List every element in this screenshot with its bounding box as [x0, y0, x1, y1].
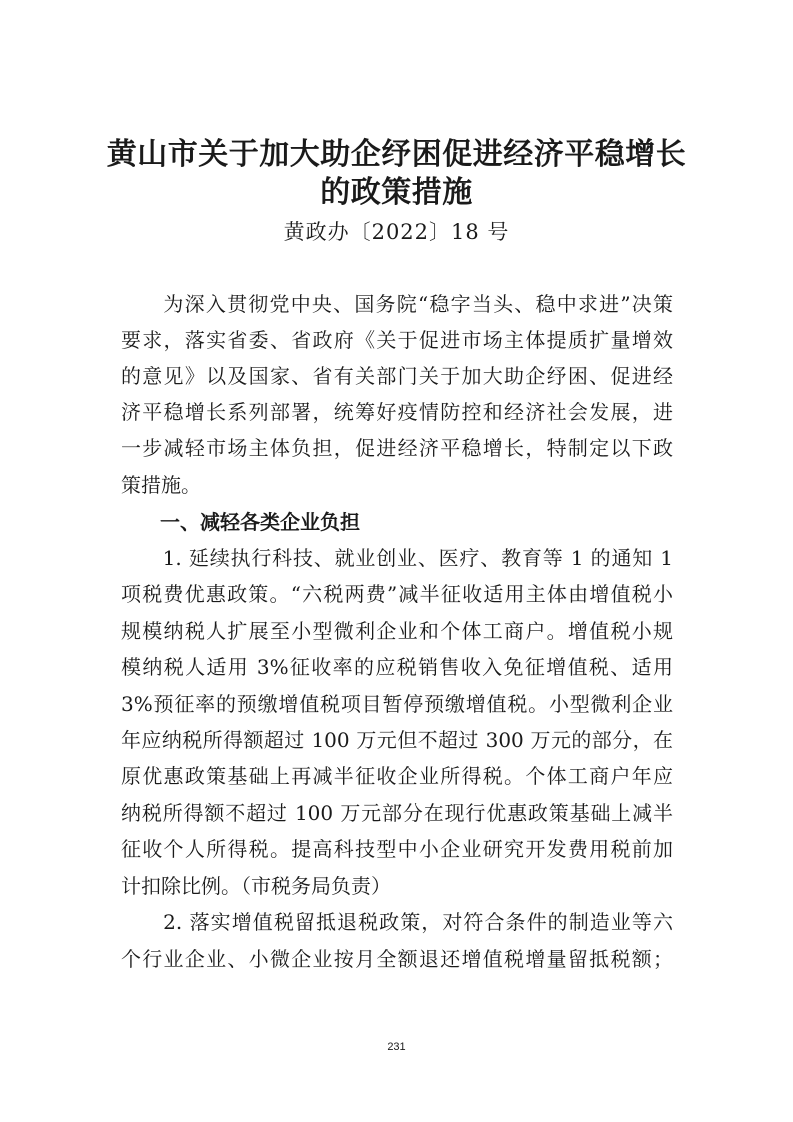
item1-line: 纳税所得额不超过 100 万元部分在现行优惠政策基础上减半 [121, 801, 673, 825]
section-heading: 一、减轻各类企业负担 [160, 510, 360, 534]
intro-line: 要求，落实省委、省政府《关于促进市场主体提质扩量增效 [121, 328, 673, 352]
item1-line: 1. 延续执行科技、就业创业、医疗、教育等 1 的通知 1 [121, 546, 673, 570]
document-title-line-1: 黄山市关于加大助企纾困促进经济平稳增长 [106, 137, 687, 172]
item1-line: 征收个人所得税。提高科技型中小企业研究开发费用税前加 [121, 837, 673, 861]
page-number: 231 [387, 1041, 406, 1053]
item1-line: 3%预征率的预缴增值税项目暂停预缴增值税。小型微利企业 [121, 692, 673, 716]
intro-line: 济平稳增长系列部署，统筹好疫情防控和经济社会发展，进 [121, 400, 673, 424]
document-number: 黄政办〔2022〕18 号 [283, 220, 510, 244]
item1-line: 规模纳税人扩展至小型微利企业和个体工商户。增值税小规 [121, 619, 673, 643]
item1-line: 模纳税人适用 3%征收率的应税销售收入免征增值税、适用 [121, 655, 673, 679]
intro-line: 的意见》以及国家、省有关部门关于加大助企纾困、促进经 [121, 364, 673, 388]
item2-line: 个行业企业、小微企业按月全额退还增值税增量留抵税额； [121, 947, 673, 971]
intro-line: 一步减轻市场主体负担，促进经济平稳增长，特制定以下政 [121, 436, 673, 460]
intro-line: 策措施。 [121, 473, 201, 497]
item1-line: 计扣除比例。（市税务局负责） [121, 874, 391, 898]
intro-line: 为深入贯彻党中央、国务院“稳字当头、稳中求进”决策 [121, 292, 673, 316]
item1-line: 项税费优惠政策。“六税两费”减半征收适用主体由增值税小 [121, 582, 673, 606]
item1-line: 原优惠政策基础上再减半征收企业所得税。个体工商户年应 [121, 764, 673, 788]
document-title-line-2: 的政策措施 [320, 175, 473, 210]
item1-line: 年应纳税所得额超过 100 万元但不超过 300 万元的部分，在 [121, 728, 673, 752]
item2-line: 2. 落实增值税留抵退税政策，对符合条件的制造业等六 [121, 910, 673, 934]
